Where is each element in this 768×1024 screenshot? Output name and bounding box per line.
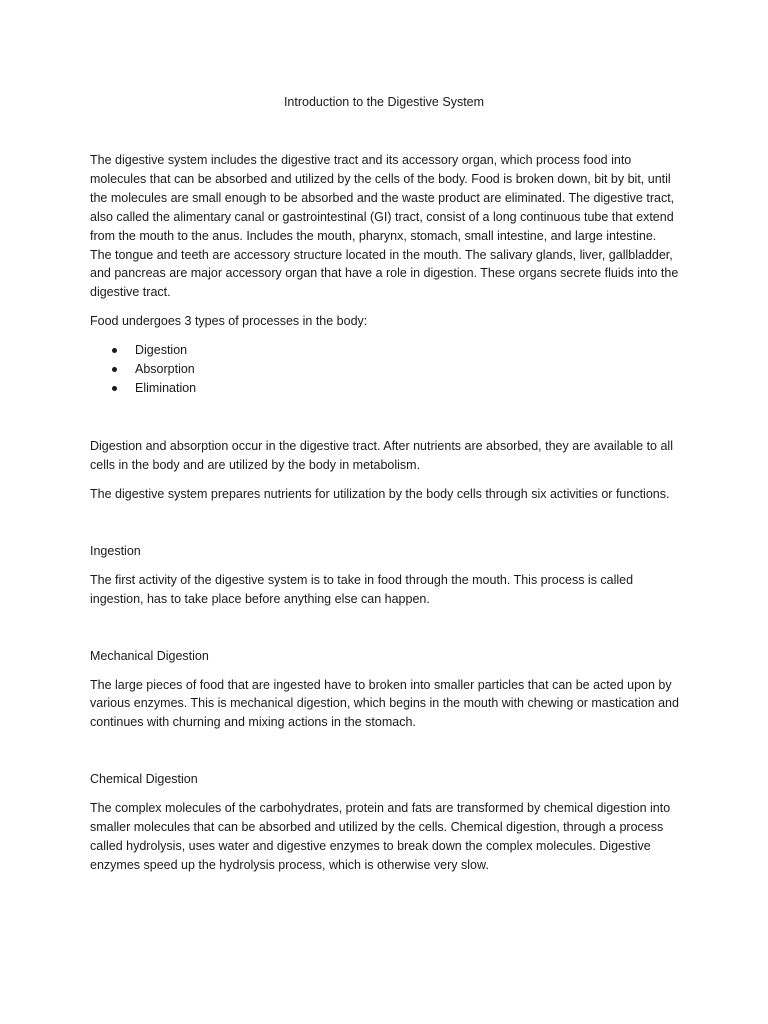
section-body-mechanical-digestion: The large pieces of food that are ingested have to broken into smaller particles that can be acted upon by various enzymes. This is mechanical digestion, which begins in the mouth with chewing or mastication and continues with churning and mixing actions in the stomach. — [90, 677, 679, 730]
processes-intro-paragraph: Food undergoes 3 types of processes in the body: — [90, 314, 368, 329]
absorption-paragraph: Digestion and absorption occur in the digestive tract. After nutrients are absorbed, they are available to all cells in the body and are utilized by the body in metabolism. — [90, 439, 673, 473]
functions-paragraph: The digestive system prepares nutrients for utilization by the body cells through six activities or functions. — [90, 486, 670, 501]
bullet-icon — [112, 386, 117, 391]
list-item — [90, 341, 680, 360]
section-heading-chemical-digestion: Chemical Digestion — [90, 772, 198, 787]
process-list — [90, 341, 680, 398]
list-item — [90, 360, 680, 379]
intro-paragraph: The digestive system includes the digestive tract and its accessory organ, which process food into molecules that can be absorbed and utilized by the cells of the body. Food is broken down, bit by bit, until the molecules are small enough to be absorbed and the waste product are eliminated. The digestive tract, also called the alimentary canal or gastrointestinal (GI) tract, consist of a long continuous tube that extend from the mouth to the anus. Includes the mouth, pharynx, stomach, small intestine, and large intestine. The tongue and teeth are accessory structure located in the mouth. The salivary glands, liver, gallbladder, and pancreas are major accessory organ that have a role in digestion. These organs secrete fluids into the digestive tract. — [90, 153, 679, 300]
section-body-chemical-digestion: The complex molecules of the carbohydrates, protein and fats are transformed by chemical digestion into smaller molecules that can be absorbed and utilized by the cells. Chemical digestion, through a process called hydrolysis, uses water and digestive enzymes to break down the complex molecules. Digestive enzymes speed up the hydrolysis process, which is otherwise very slow. — [90, 801, 671, 872]
list-item-label: Elimination — [135, 381, 197, 396]
bullet-icon — [112, 348, 117, 353]
section-heading-mechanical-digestion: Mechanical Digestion — [90, 648, 209, 663]
bullet-icon — [112, 367, 117, 372]
section-body-ingestion: The first activity of the digestive system is to take in food through the mouth. This process is called ingestion, has to take place before anything else can happen. — [90, 572, 634, 606]
list-item-label: Digestion — [135, 343, 188, 358]
document-title: Introduction to the Digestive System — [283, 95, 485, 109]
list-item — [90, 379, 680, 398]
document-body — [90, 151, 680, 875]
section-heading-ingestion: Ingestion — [90, 543, 141, 558]
list-item-label: Absorption — [135, 362, 195, 377]
